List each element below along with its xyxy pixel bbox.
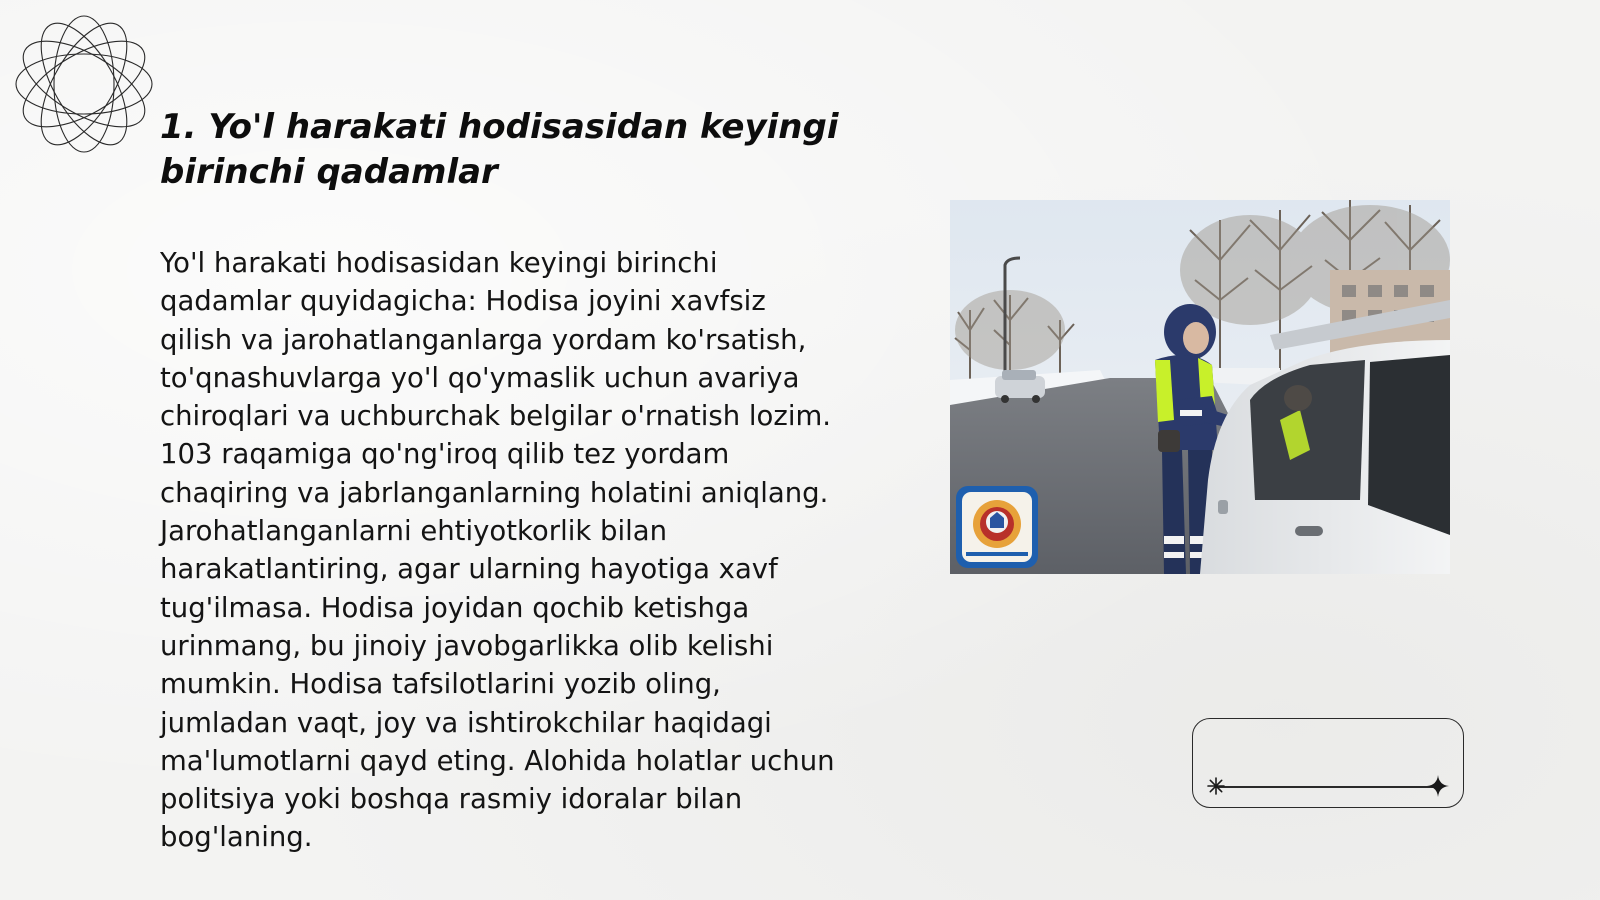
slide-title: 1. Yo'l harakati hodisasidan keyingi birinchi qadamlar — [160, 107, 839, 192]
star-burst-icon — [1207, 777, 1225, 795]
police-emblem-logo — [956, 486, 1038, 568]
slide-body-text: Yo'l harakati hodisasidan keyingi birinchi qadamlar quyidagicha: Hodisa joyini xavfsiz qilish va jarohatlanganlarga yordam ko'rsatish, to'qnashuvlarga yo'l qo'ymaslik uchun avariya chiroqlari va uchburchak belgilar o'rnatish lozim. 103 raqamiga qo'ng'iroq qilib tez yordam chaqiring va jabrlanganlarning holatini aniqlang. Jarohatlanganlarni ehtiyotkorlik bilan harakatlantiring, agar ularning hayotiga xavf tug'ilmasa. Hodisa joyidan qochib ketishga urinmang, bu jinoiy javobgarlikka olib kelishi mumkin. Hodisa tafsilotlarini yozib oling, jumladan vaqt, joy va ishtirokchilar haqidagi ma'lumotlarni qayd eting. Alohida holatlar uchun politsiya yoki boshqa rasmiy idoralar bilan bog'laning. — [160, 247, 835, 854]
decorative-frame — [1192, 718, 1464, 808]
decorative-line — [1215, 786, 1441, 788]
circular-ornament-icon — [10, 10, 158, 158]
traffic-police-photo — [950, 200, 1450, 574]
sparkle-icon — [1427, 775, 1449, 797]
